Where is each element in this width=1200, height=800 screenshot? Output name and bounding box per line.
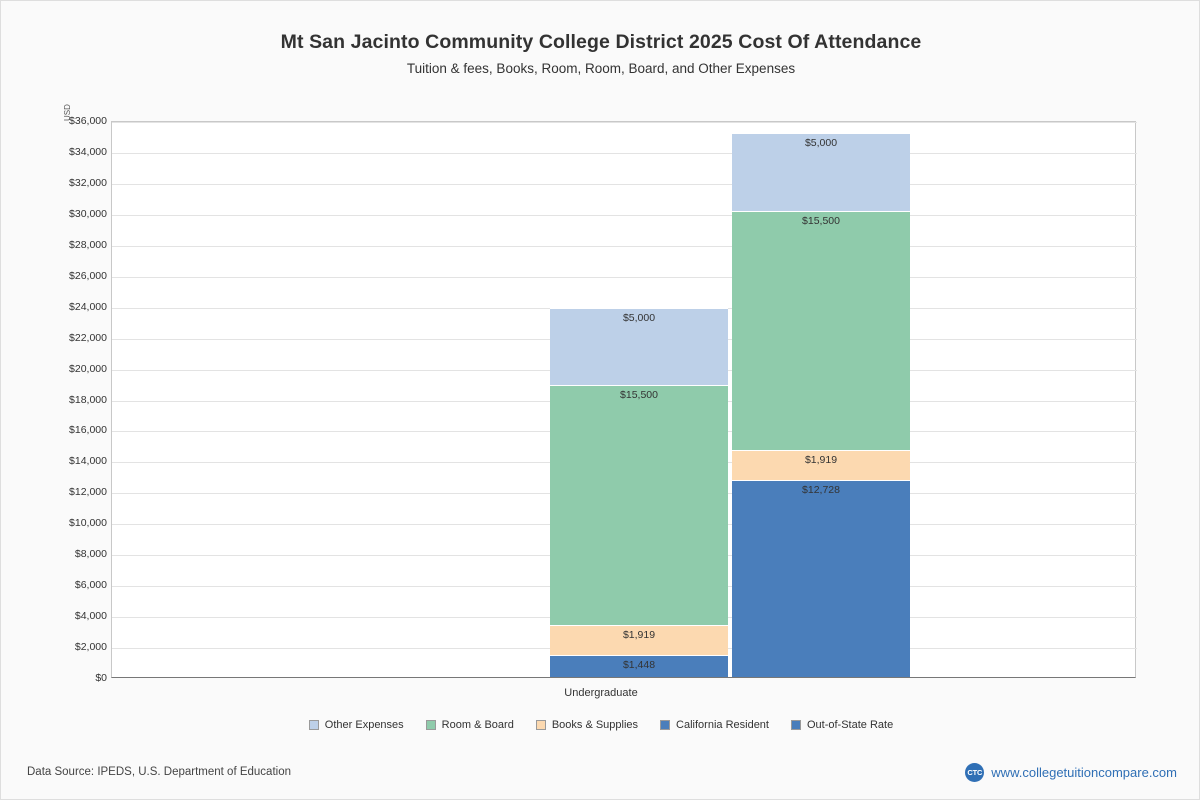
bar-segment[interactable] <box>550 308 728 385</box>
y-tick-label: $10,000 <box>69 517 107 530</box>
legend-item[interactable] <box>309 719 404 731</box>
legend-swatch-icon <box>536 720 546 730</box>
bar-1[interactable] <box>550 308 728 677</box>
legend-swatch-icon <box>660 720 670 730</box>
page-title: Mt San Jacinto Community College District 2025 Cost Of Attendance <box>280 31 922 53</box>
y-tick-label: $24,000 <box>69 300 107 313</box>
y-tick-label: $4,000 <box>74 610 107 623</box>
y-tick-label: $18,000 <box>69 393 107 406</box>
x-axis-label: Undergraduate <box>564 687 638 699</box>
gridline <box>112 215 1137 216</box>
bar-segment-label: $12,728 <box>802 484 840 497</box>
legend-item[interactable] <box>426 719 514 731</box>
plot-wrapper <box>111 121 1136 678</box>
brand-logo-icon: CTC <box>965 763 984 782</box>
bar-segment-label: $15,500 <box>620 389 658 402</box>
bar-segment[interactable] <box>550 655 728 677</box>
gridline <box>112 122 1137 123</box>
chart-subtitle: Tuition & fees, Books, Room, Room, Board, and Other Expenses <box>406 61 796 76</box>
y-tick-label: $6,000 <box>74 579 107 592</box>
bar-segment[interactable] <box>732 450 910 480</box>
y-axis-ticks <box>1 115 107 684</box>
brand-url[interactable]: www.collegetuitioncompare.com <box>991 765 1177 780</box>
y-tick-label: $20,000 <box>69 362 107 375</box>
title-block <box>1 31 1200 76</box>
y-axis-title: USD <box>63 104 72 121</box>
bar-segment[interactable] <box>732 480 910 677</box>
bar-segment-label: $1,448 <box>622 658 656 671</box>
bar-segment[interactable] <box>550 385 728 625</box>
legend-item[interactable] <box>660 719 769 731</box>
legend-item[interactable] <box>536 719 638 731</box>
bar-2[interactable] <box>732 133 910 677</box>
y-tick-label: $30,000 <box>69 207 107 220</box>
y-tick-label: $32,000 <box>69 176 107 189</box>
brand-link[interactable] <box>965 763 1177 782</box>
legend-swatch-icon <box>309 720 319 730</box>
legend-swatch-icon <box>426 720 436 730</box>
bar-segment[interactable] <box>732 211 910 451</box>
gridline <box>112 153 1137 154</box>
legend-label: Out-of-State Rate <box>806 719 894 731</box>
gridline <box>112 246 1137 247</box>
y-tick-label: $34,000 <box>69 145 107 158</box>
data-source-text: Data Source: IPEDS, U.S. Department of Education <box>27 766 291 778</box>
y-tick-label: $16,000 <box>69 424 107 437</box>
gridline <box>112 277 1137 278</box>
y-tick-label: $2,000 <box>74 641 107 654</box>
legend-label: Books & Supplies <box>551 719 639 731</box>
legend-item[interactable] <box>791 719 893 731</box>
y-tick-label: $8,000 <box>74 548 107 561</box>
y-tick-label: $0 <box>95 672 107 684</box>
chart-legend <box>1 719 1200 731</box>
bar-segment-label: $1,919 <box>804 454 838 467</box>
y-tick-label: $14,000 <box>69 455 107 468</box>
y-tick-label: $28,000 <box>69 238 107 251</box>
legend-swatch-icon <box>791 720 801 730</box>
bar-segment-label: $15,500 <box>802 214 840 227</box>
bar-segment[interactable] <box>732 133 910 210</box>
y-tick-label: $26,000 <box>69 269 107 282</box>
plot-area <box>111 121 1136 678</box>
gridline <box>112 184 1137 185</box>
bar-segment-label: $1,919 <box>622 628 656 641</box>
y-tick-label: $36,000 <box>69 115 107 127</box>
bar-segment-label: $5,000 <box>804 137 838 150</box>
y-tick-label: $12,000 <box>69 486 107 499</box>
y-tick-label: $22,000 <box>69 331 107 344</box>
legend-label: California Resident <box>676 719 769 731</box>
bar-segment-label: $5,000 <box>622 311 656 324</box>
legend-label: Other Expenses <box>324 719 404 731</box>
bar-segment[interactable] <box>550 625 728 655</box>
legend-label: Room & Board <box>441 719 514 731</box>
